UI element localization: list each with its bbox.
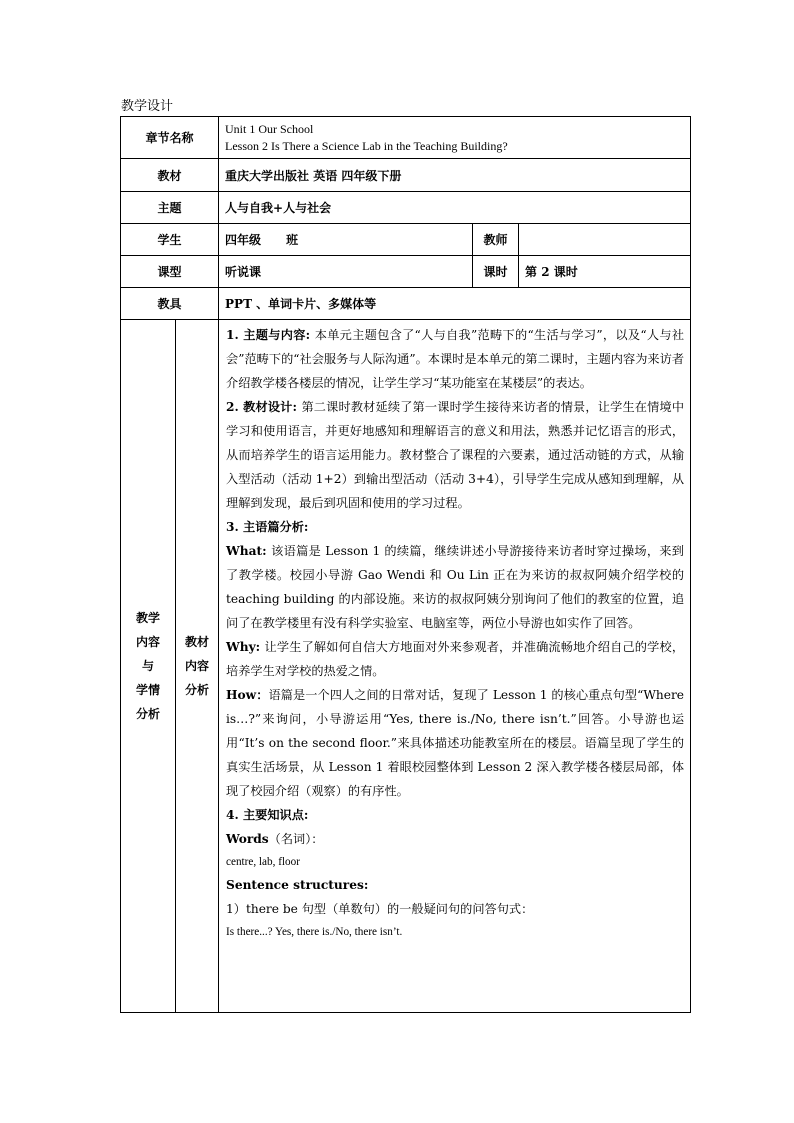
- heading-text-analysis: 3. 主语篇分析:: [226, 520, 309, 534]
- tools-label: 教具: [121, 288, 219, 320]
- textbook-value: 重庆大学出版社 英语 四年级下册: [219, 159, 691, 192]
- row-analysis: [121, 320, 691, 1013]
- student-value: 四年级 班: [219, 224, 473, 256]
- chapter-lesson: Lesson 2 Is There a Science Lab in the Teaching Building?: [225, 138, 508, 153]
- teacher-label: 教师: [473, 224, 519, 256]
- document-caption: 教学设计: [121, 99, 174, 114]
- analysis-content: [219, 320, 691, 1013]
- row-student: [121, 224, 691, 256]
- analysis-outer-label: 教学 内容 与 学情 分析: [121, 320, 176, 1013]
- paragraph-design: 2. 教材设计: 第二课时教材延续了第一课时学生接待来访者的情景，让学生在情境中学习和使用语言，并更好地感知和理解语言的意义和用法，熟悉并记忆语言的形式，从而培养学生的语言运用能力。教材整合了课程的六要素，通过活动链的方式，从输入型活动（活动 1+2）到输出型活动（活动 3+4），引导学生完成从感知到理解，从理解到发现，最后到巩固和使用的学习过程。: [226, 400, 685, 510]
- sentence-heading: Sentence structures:: [226, 878, 369, 892]
- chapter-value: [219, 117, 691, 159]
- row-tools: [121, 288, 691, 320]
- period-label: 课时: [473, 256, 519, 288]
- textbook-label: 教材: [121, 159, 219, 192]
- chapter-unit: Unit 1 Our School: [225, 121, 314, 136]
- theme-value: 人与自我+人与社会: [219, 192, 691, 224]
- sentence-1-example: Is there...? Yes, there is./No, there isn’t.: [226, 926, 403, 938]
- lesson-type-value: 听说课: [219, 256, 473, 288]
- words-heading: Words（名词）：: [226, 832, 324, 846]
- sentence-1: 1）there be 句型（单数句）的一般疑问句的问答句式：: [226, 902, 534, 916]
- row-lesson-type: [121, 256, 691, 288]
- row-textbook: [121, 159, 691, 192]
- paragraph-what: What: 该语篇是 Lesson 1 的续篇，继续讲述小导游接待来访者时穿过操场，来到了教学楼。校园小导游 Gao Wendi 和 Ou Lin 正在为来访的叔叔阿姨介绍学校的 teaching building 的内部设施。来访的叔叔阿姨分别询问了他们的教室的位置，追问了在教学楼里有没有科学实验室、电脑室等，两位小导游也如实作了回答。: [226, 544, 685, 630]
- paragraph-how: How：语篇是一个四人之间的日常对话，复现了 Lesson 1 的核心重点句型“Where is…?”来询问，小导游运用“Yes, there is./No, there isn’t.”回答。小导游也运用“It’s on the second floor.”来具体描述功能教室所在的楼层。语篇呈现了学生的真实生活场景，从 Lesson 1 着眼校园整体到 Lesson 2 深入教学楼各楼层局部，体现了校园介绍（观察）的有序性。: [226, 688, 685, 798]
- row-chapter: [121, 117, 691, 159]
- lesson-plan-table: [120, 116, 691, 1013]
- row-theme: [121, 192, 691, 224]
- theme-label: 主题: [121, 192, 219, 224]
- teacher-value: [519, 224, 691, 256]
- period-value: 第 2 课时: [519, 256, 691, 288]
- paragraph-theme: 1. 主题与内容: 本单元主题包含了“人与自我”范畴下的“生活与学习”，以及“人与社会”范畴下的“社会服务与人际沟通”。本课时是本单元的第二课时，主题内容为来访者介绍教学楼各楼层的情况，让学生学习“某功能室在某楼层”的表达。: [226, 328, 685, 390]
- analysis-inner-label: 教材 内容 分析: [176, 320, 219, 1013]
- heading-key-points: 4. 主要知识点:: [226, 808, 309, 822]
- tools-value: PPT 、单词卡片、多媒体等: [219, 288, 691, 320]
- chapter-label: 章节名称: [121, 117, 219, 159]
- paragraph-why: Why: 让学生了解如何自信大方地面对外来参观者，并准确流畅地介绍自己的学校，培养学生对学校的热爱之情。: [226, 640, 685, 678]
- lesson-type-label: 课型: [121, 256, 219, 288]
- student-label: 学生: [121, 224, 219, 256]
- words-list: centre, lab, floor: [226, 856, 300, 868]
